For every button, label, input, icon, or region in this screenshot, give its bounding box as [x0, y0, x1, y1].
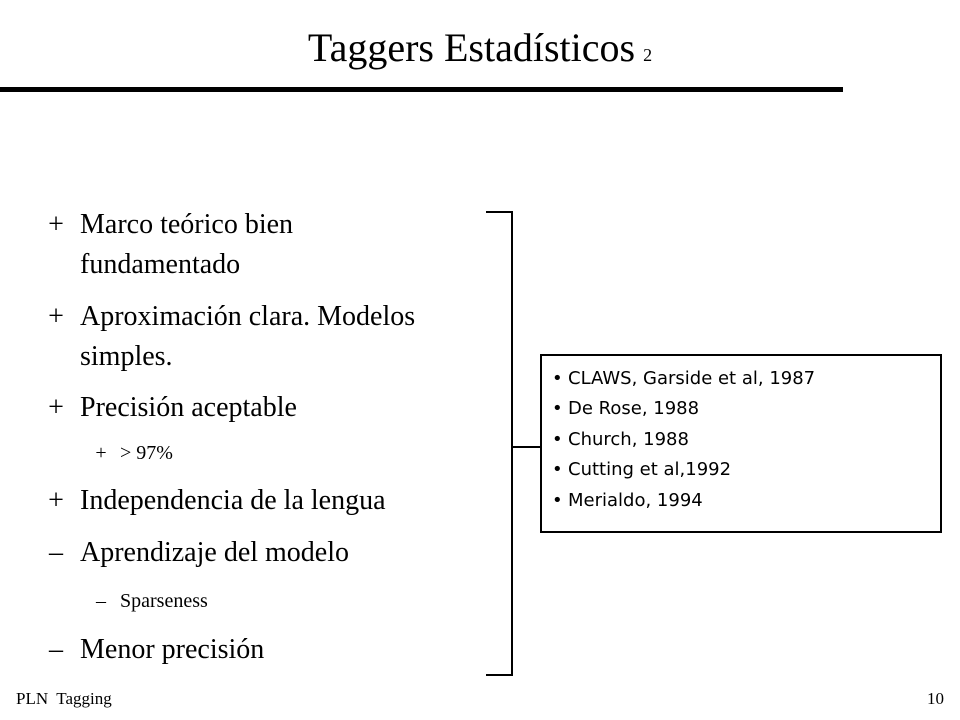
dash-marker: – [96, 590, 106, 612]
bullet-dot-icon: • [552, 459, 563, 481]
bracket-connector [512, 446, 540, 448]
reference-text: Merialdo, 1994 [568, 489, 703, 511]
footer-course-label: PLN Tagging [16, 689, 112, 708]
bullet-text: fundamentado [80, 249, 241, 280]
sub-bullet-item [95, 440, 173, 466]
references-box [540, 354, 942, 533]
bullet-text: > 97% [120, 442, 173, 464]
bullet-text: Aproximación clara. Modelos [80, 301, 416, 332]
bullet-item-continuation [80, 246, 240, 284]
bullet-text: Independencia de la lengua [80, 485, 386, 516]
bullet-dot-icon: • [552, 489, 563, 511]
bullet-item [49, 534, 350, 572]
reference-item [552, 486, 940, 516]
bullet-dot-icon: • [552, 398, 563, 420]
bullet-text: Marco teórico bien [80, 209, 294, 240]
sub-bullet-item [96, 588, 208, 614]
dash-marker: – [49, 537, 63, 568]
reference-text: De Rose, 1988 [568, 398, 700, 420]
reference-text: CLAWS, Garside et al, 1987 [568, 368, 816, 389]
reference-item [552, 394, 940, 424]
slide-title [0, 22, 960, 81]
reference-item [552, 364, 940, 394]
bullet-item [49, 631, 265, 669]
bullet-text: Precisión aceptable [80, 392, 297, 423]
reference-item [552, 425, 940, 455]
bullet-item [48, 482, 386, 520]
bullet-item-continuation [80, 338, 173, 376]
plus-marker: + [48, 485, 64, 516]
reference-text: Church, 1988 [568, 428, 689, 450]
bullet-item [48, 206, 294, 244]
plus-marker: + [48, 209, 64, 240]
bullet-text: Aprendizaje del modelo [80, 537, 350, 568]
plus-marker: + [48, 301, 64, 332]
title-rule [0, 87, 843, 92]
reference-item [552, 455, 940, 485]
bullet-dot-icon: • [552, 428, 563, 450]
slide-title-number: 2 [643, 45, 653, 65]
bullet-text: simples. [80, 341, 173, 372]
slide-title-text: Taggers Estadísticos [307, 25, 636, 70]
bullet-item [48, 298, 416, 336]
dash-marker: – [49, 634, 63, 665]
plus-marker: + [95, 442, 107, 464]
plus-marker: + [48, 392, 64, 423]
bullet-text: Menor precisión [80, 634, 265, 665]
footer-page-number: 10 [927, 689, 944, 708]
bullet-item [48, 389, 297, 427]
grouping-bracket [486, 211, 513, 676]
bullet-text: Sparseness [120, 590, 208, 612]
reference-text: Cutting et al,1992 [568, 459, 732, 481]
bullet-dot-icon: • [552, 368, 563, 389]
